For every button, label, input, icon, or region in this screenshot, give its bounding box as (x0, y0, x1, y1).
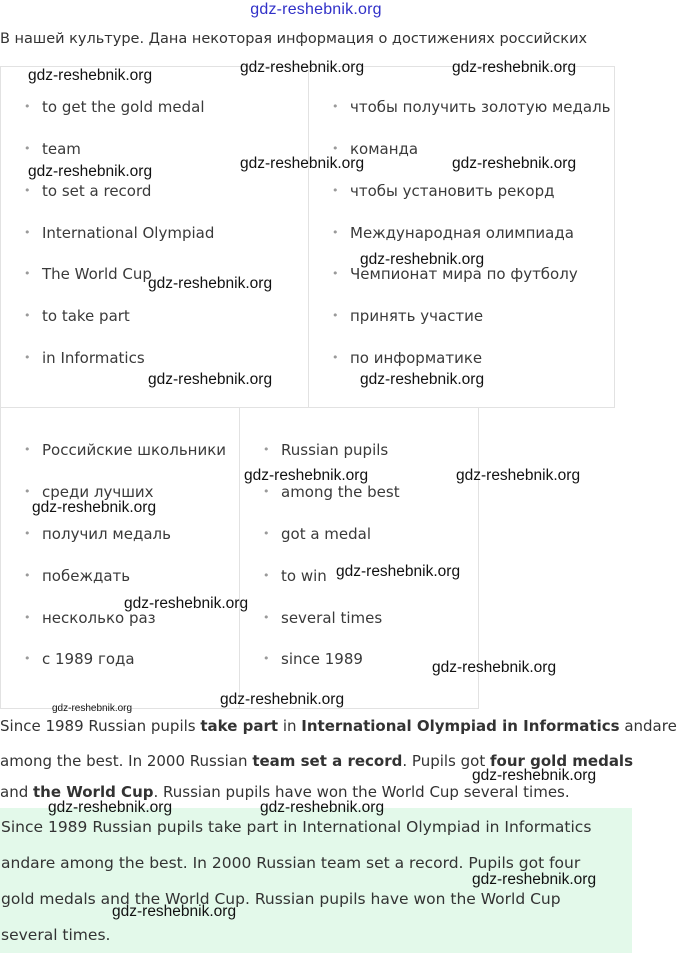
list-item: • to win (263, 567, 327, 585)
answer-line: andare among the best. In 2000 Russian team set a record. Pupils got four (1, 854, 581, 872)
list-item: • to take part (24, 307, 130, 325)
watermark: gdz-reshebnik.org (148, 371, 273, 388)
list-item: • among the best (263, 483, 400, 501)
list-item: • Чемпионат мира по футболу (332, 265, 578, 283)
bullet-icon: • (24, 267, 31, 280)
list-item: • по информатике (332, 349, 483, 367)
watermark: gdz-reshebnik.org (472, 767, 597, 784)
watermark: gdz-reshebnik.org (472, 871, 597, 888)
bullet-icon: • (24, 184, 31, 197)
bullet-icon: • (263, 569, 270, 582)
list-item: • Russian pupils (263, 441, 389, 459)
bullet-icon: • (24, 652, 31, 665)
watermark: gdz-reshebnik.org (112, 903, 237, 920)
watermark: gdz-reshebnik.org (220, 691, 345, 708)
bullet-icon: • (24, 443, 31, 456)
watermark: gdz-reshebnik.org (360, 371, 485, 388)
list-item: • побеждать (24, 567, 131, 585)
bullet-icon: • (332, 100, 339, 113)
watermark: gdz-reshebnik.org (456, 467, 581, 484)
list-item: • team (24, 140, 81, 158)
watermark: gdz-reshebnik.org (452, 59, 577, 76)
list-item: • принять участие (332, 307, 484, 325)
watermark: gdz-reshebnik.org (48, 799, 173, 816)
bullet-icon: • (24, 351, 31, 364)
bullet-icon: • (263, 485, 270, 498)
list-item: • in Informatics (24, 349, 145, 367)
bullet-icon: • (24, 485, 31, 498)
list-item: • Российские школьники (24, 441, 227, 459)
paragraph-line-2: among the best. In 2000 Russian team set a record. Pupils got four gold medals (0, 752, 634, 770)
answer-line: several times. (1, 926, 111, 944)
watermark: gdz-reshebnik.org (240, 155, 365, 172)
list-item: • чтобы установить рекорд (332, 182, 555, 200)
watermark: gdz-reshebnik.org (28, 67, 153, 84)
bullet-icon: • (263, 611, 270, 624)
watermark: gdz-reshebnik.org (32, 499, 157, 516)
site-title[interactable]: gdz-reshebnik.org (250, 1, 382, 18)
bullet-icon: • (263, 652, 270, 665)
list-item: • since 1989 (263, 650, 363, 668)
list-item: • to set a record (24, 182, 152, 200)
bullet-icon: • (332, 142, 339, 155)
list-item: • команда (332, 140, 419, 158)
watermark: gdz-reshebnik.org (452, 155, 577, 172)
english-column (24, 67, 308, 407)
watermark: gdz-reshebnik.org (28, 163, 153, 180)
answer-line: gold medals and the World Cup. Russian pupils have won the World Cup (1, 890, 561, 908)
russian-column (308, 67, 616, 407)
watermark: gdz-reshebnik.org (148, 275, 273, 292)
list-item: • several times (263, 609, 383, 627)
watermark: gdz-reshebnik.org (432, 659, 557, 676)
russian-column (24, 408, 239, 708)
bullet-icon: • (332, 184, 339, 197)
answer-line: Since 1989 Russian pupils take part in International Olympiad in Informatics (1, 818, 592, 836)
bullet-icon: • (332, 226, 339, 239)
list-item: • получил медаль (24, 525, 171, 543)
list-item: • International Olympiad (24, 224, 215, 242)
bullet-icon: • (24, 226, 31, 239)
vocabulary-table-1 (0, 66, 615, 408)
watermark: gdz-reshebnik.org (244, 467, 369, 484)
bullet-icon: • (24, 569, 31, 582)
watermark: gdz-reshebnik.org (260, 799, 385, 816)
watermark: gdz-reshebnik.org (336, 563, 461, 580)
watermark: gdz-reshebnik.org (52, 703, 133, 714)
list-item: • чтобы получить золотую медаль (332, 98, 611, 116)
vocabulary-table-2 (0, 407, 479, 709)
bullet-icon: • (263, 527, 270, 540)
list-item: • среди лучших (24, 483, 154, 501)
bullet-icon: • (24, 527, 31, 540)
bullet-icon: • (24, 100, 31, 113)
watermark: gdz-reshebnik.org (240, 59, 365, 76)
watermark: gdz-reshebnik.org (124, 595, 249, 612)
list-item: • The World Cup (24, 265, 152, 283)
list-item: • несколько раз (24, 609, 156, 627)
bullet-icon: • (332, 309, 339, 322)
paragraph-line-1: Since 1989 Russian pupils take part in International Olympiad in Informatics andare (0, 717, 677, 735)
paragraph-line-3: and the World Cup. Russian pupils have won the World Cup several times. (0, 783, 570, 801)
list-item: • got a medal (263, 525, 372, 543)
list-item: • Международная олимпиада (332, 224, 574, 242)
watermark: gdz-reshebnik.org (360, 251, 485, 268)
bullet-icon: • (263, 443, 270, 456)
bullet-icon: • (24, 142, 31, 155)
list-item: • с 1989 года (24, 650, 135, 668)
intro-text: В нашей культуре. Дана некоторая информация о достижениях российских (0, 31, 588, 47)
bullet-icon: • (24, 611, 31, 624)
list-item: • to get the gold medal (24, 98, 205, 116)
bullet-icon: • (24, 309, 31, 322)
bullet-icon: • (332, 267, 339, 280)
bullet-icon: • (332, 351, 339, 364)
